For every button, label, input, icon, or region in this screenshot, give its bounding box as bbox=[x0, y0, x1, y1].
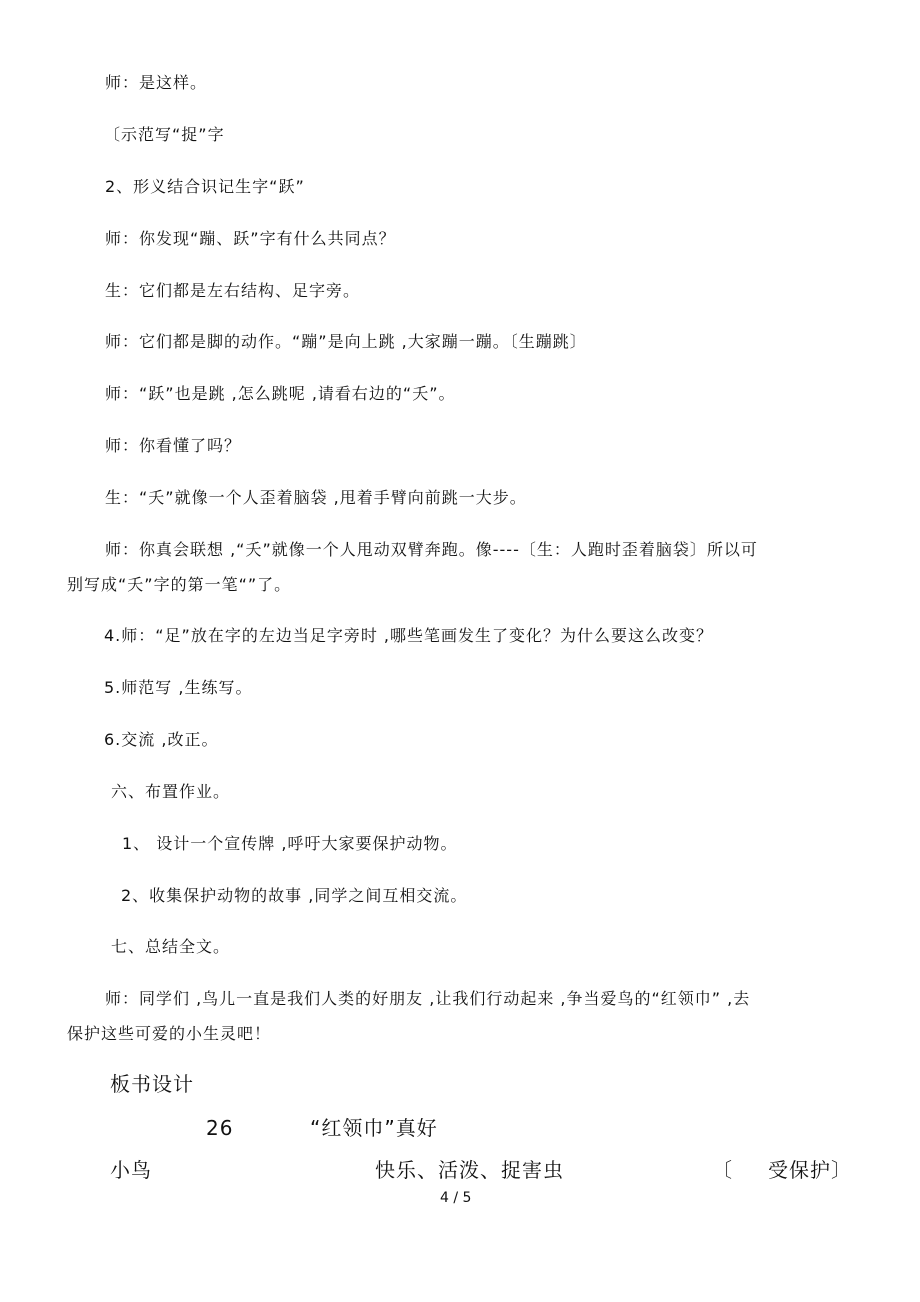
body-line: 6.交流 ,改正。 bbox=[104, 730, 219, 749]
body-line: 师：是这样。 bbox=[105, 73, 208, 92]
section-heading: 七、总结全文。 bbox=[111, 937, 231, 956]
body-line: 师：“跃”也是跳 ,怎么跳呢 ,请看右边的“夭”。 bbox=[105, 384, 456, 403]
body-line: 2、形义结合识记生字“跃” bbox=[105, 177, 305, 196]
board-design-heading: 板书设计 bbox=[110, 1072, 194, 1096]
body-line: 生：它们都是左右结构、足字旁。 bbox=[105, 281, 361, 300]
board-row-subject: 小鸟 bbox=[110, 1158, 152, 1182]
board-row-traits: 快乐、活泼、捉害虫 bbox=[375, 1158, 564, 1182]
body-line: 别写成“夭”字的第一笔“”了。 bbox=[67, 575, 292, 594]
body-line: 〔示范写“捉”字 bbox=[104, 125, 225, 144]
body-line: 生：“夭”就像一个人歪着脑袋 ,甩着手臂向前跳一大步。 bbox=[105, 488, 527, 507]
body-line: 4.师：“足”放在字的左边当足字旁时 ,哪些笔画发生了变化？为什么要这么改变？ bbox=[104, 626, 714, 645]
body-line: 1、 设计一个宣传牌 ,呼吁大家要保护动物。 bbox=[122, 834, 458, 853]
lesson-title: “红领巾”真好 bbox=[310, 1116, 438, 1140]
body-line: 5.师范写 ,生练写。 bbox=[104, 678, 253, 697]
body-line: 师：你真会联想 ,“夭”就像一个人甩动双臂奔跑。像----〔生：人跑时歪着脑袋〕所以可 bbox=[105, 540, 758, 559]
page-number: 4 / 5 bbox=[440, 1190, 472, 1206]
body-line: 保护这些可爱的小生灵吧！ bbox=[67, 1024, 272, 1043]
body-line: 师：同学们 ,鸟儿一直是我们人类的好朋友 ,让我们行动起来 ,争当爱鸟的“红领巾” ,去 bbox=[105, 989, 751, 1008]
lesson-number: 26 bbox=[206, 1116, 234, 1140]
board-row-open-paren: 〔 bbox=[712, 1158, 733, 1182]
body-line: 师：它们都是脚的动作。“蹦”是向上跳 ,大家蹦一蹦。〔生蹦跳〕 bbox=[105, 332, 587, 351]
body-line: 师：你发现“蹦、跃”字有什么共同点？ bbox=[105, 229, 396, 248]
section-heading: 六、布置作业。 bbox=[111, 782, 231, 801]
body-line: 师：你看懂了吗？ bbox=[105, 436, 242, 455]
body-line: 2、收集保护动物的故事 ,同学之间互相交流。 bbox=[121, 886, 468, 905]
board-row-result: 受保护〕 bbox=[768, 1158, 852, 1182]
